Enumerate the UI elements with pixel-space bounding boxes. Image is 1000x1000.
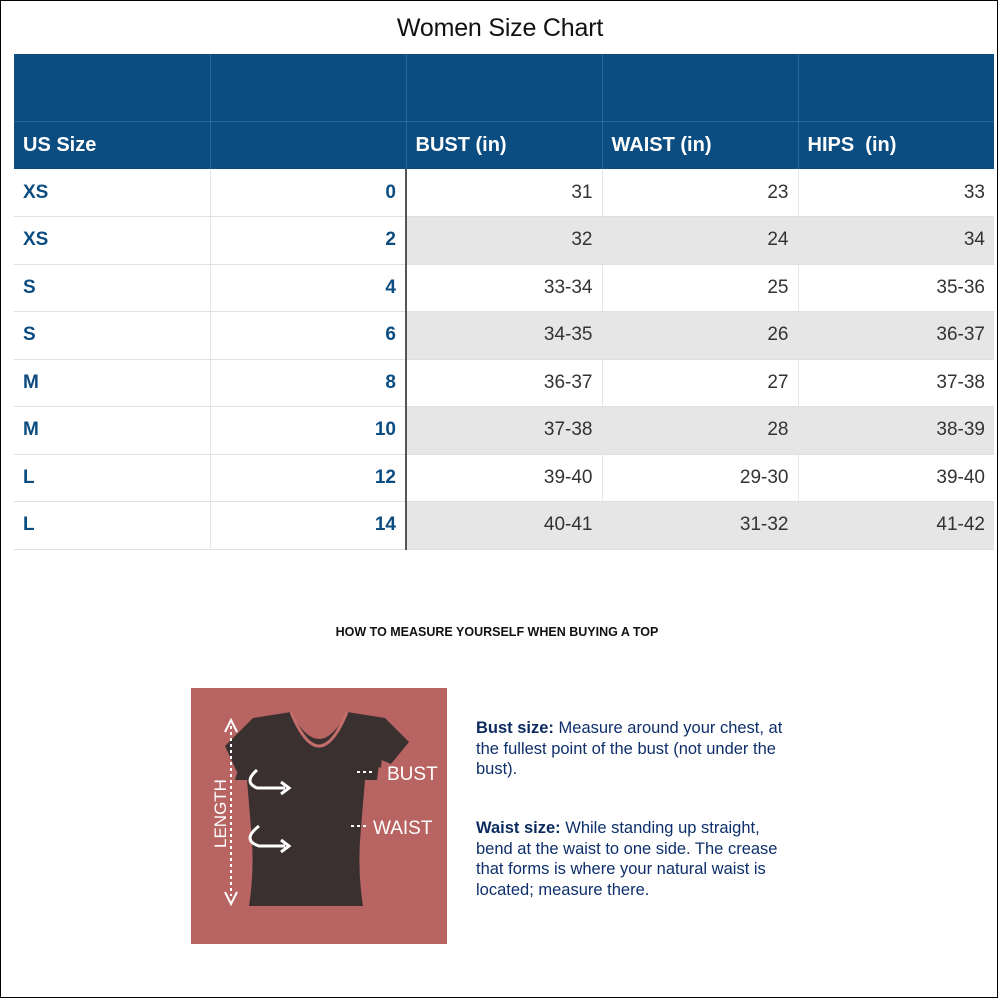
- numeric-size-cell: 2: [210, 217, 406, 265]
- hips-cell: 37-38: [798, 359, 994, 407]
- header-blank-cell: [210, 54, 406, 121]
- bust-cell: 39-40: [406, 454, 602, 502]
- bust-label: BUST: [387, 764, 438, 785]
- bust-description: [476, 718, 796, 780]
- shirt-measure-illustration: [191, 688, 447, 944]
- numeric-size-cell: 12: [210, 454, 406, 502]
- numeric-size-cell: 8: [210, 359, 406, 407]
- waist-cell: 24: [602, 217, 798, 265]
- table-row: [14, 217, 994, 265]
- waist-cell: 27: [602, 359, 798, 407]
- header-blank-cell: [602, 54, 798, 121]
- bust-cell: 32: [406, 217, 602, 265]
- size-cell: S: [14, 264, 210, 312]
- size-table: [14, 54, 994, 550]
- numeric-size-cell: 4: [210, 264, 406, 312]
- waist-cell: 26: [602, 312, 798, 360]
- column-header-us-size: US Size: [14, 121, 210, 169]
- header-row: [14, 121, 994, 169]
- bust-size-label: Bust size:: [476, 719, 554, 737]
- hips-cell: 41-42: [798, 502, 994, 550]
- bust-cell: 40-41: [406, 502, 602, 550]
- column-header-hips: HIPS (in): [798, 121, 994, 169]
- bust-cell: 34-35: [406, 312, 602, 360]
- measure-heading: HOW TO MEASURE YOURSELF WHEN BUYING A TOP: [335, 625, 659, 639]
- table-row: [14, 312, 994, 360]
- waist-description: [476, 818, 796, 900]
- shirt-icon: [191, 688, 447, 944]
- left-sleeve: [225, 718, 253, 772]
- hips-cell: 38-39: [798, 407, 994, 455]
- numeric-size-cell: 10: [210, 407, 406, 455]
- table-row: [14, 407, 994, 455]
- size-cell: M: [14, 407, 210, 455]
- size-cell: XS: [14, 169, 210, 217]
- column-header-bust: BUST (in): [406, 121, 602, 169]
- header-blank-cell: [406, 54, 602, 121]
- bust-cell: 36-37: [406, 359, 602, 407]
- hips-cell: 35-36: [798, 264, 994, 312]
- bust-cell: 31: [406, 169, 602, 217]
- bust-size-text: Measure around your chest, at the fullest point of the bust (not under the bust).: [476, 719, 783, 778]
- hips-cell: 34: [798, 217, 994, 265]
- header-blank-cell: [798, 54, 994, 121]
- bust-cell: 37-38: [406, 407, 602, 455]
- numeric-size-cell: 0: [210, 169, 406, 217]
- numeric-size-cell: 14: [210, 502, 406, 550]
- table-row: [14, 169, 994, 217]
- size-cell: XS: [14, 217, 210, 265]
- length-label: LENGTH: [211, 779, 230, 848]
- waist-size-text: While standing up straight, bend at the waist to one side. The crease that forms is where your natural waist is located; measure there.: [476, 819, 778, 899]
- table-row: [14, 454, 994, 502]
- waist-cell: 29-30: [602, 454, 798, 502]
- waist-label: WAIST: [373, 818, 433, 839]
- length-arrow-down-icon: [225, 892, 237, 904]
- size-cell: S: [14, 312, 210, 360]
- page-title: Women Size Chart: [396, 14, 604, 42]
- size-cell: L: [14, 502, 210, 550]
- hips-cell: 36-37: [798, 312, 994, 360]
- size-cell: L: [14, 454, 210, 502]
- hips-cell: 33: [798, 169, 994, 217]
- waist-size-label: Waist size:: [476, 819, 561, 837]
- header-blank-cell: [14, 54, 210, 121]
- bust-cell: 33-34: [406, 264, 602, 312]
- hips-cell: 39-40: [798, 454, 994, 502]
- column-header-waist: WAIST (in): [602, 121, 798, 169]
- table-row: [14, 502, 994, 550]
- waist-cell: 28: [602, 407, 798, 455]
- numeric-size-cell: 6: [210, 312, 406, 360]
- waist-cell: 25: [602, 264, 798, 312]
- table-row: [14, 359, 994, 407]
- size-cell: M: [14, 359, 210, 407]
- header-band: [14, 54, 994, 121]
- waist-cell: 23: [602, 169, 798, 217]
- table-row: [14, 264, 994, 312]
- column-header-number: [210, 121, 406, 169]
- waist-cell: 31-32: [602, 502, 798, 550]
